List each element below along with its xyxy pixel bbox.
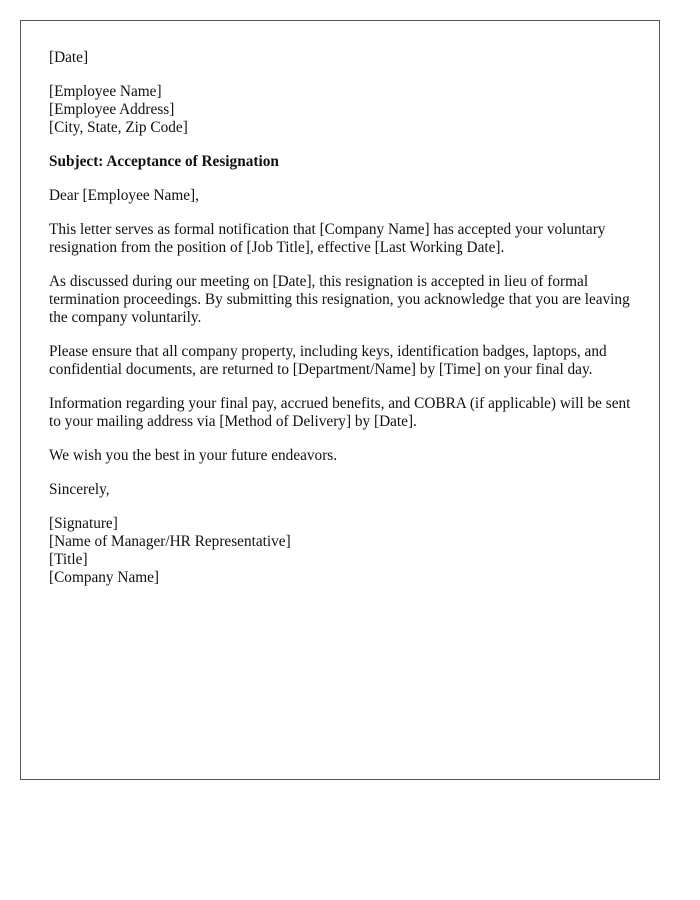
paragraph-well-wishes: We wish you the best in your future endeavors. — [49, 447, 338, 464]
recipient-city-state-zip: [City, State, Zip Code] — [49, 119, 188, 136]
paragraph-final-pay: Information regarding your final pay, accrued benefits, and COBRA (if applicable) will be sent to your mailing address via [Method of Delivery] by [Date]. — [49, 395, 631, 430]
signer-title: [Title] — [49, 551, 88, 568]
paragraph-meeting-reference: As discussed during our meeting on [Date], this resignation is accepted in lieu of formal termination proceedings. By submitting this resignation, you acknowledge that you are leaving the company voluntarily. — [49, 273, 630, 326]
letter-date: [Date] — [49, 49, 89, 66]
recipient-name: [Employee Name] — [49, 83, 162, 100]
letter-salutation: Dear [Employee Name], — [49, 187, 199, 204]
letter-content — [49, 49, 639, 603]
letter-subject: Subject: Acceptance of Resignation — [49, 153, 279, 170]
paragraph-company-property: Please ensure that all company property, including keys, identification badges, laptops, and confidential documents, are returned to [Department/Name] by [Time] on your final day. — [49, 343, 607, 378]
letter-closing: Sincerely, — [49, 481, 110, 498]
recipient-street-address: [Employee Address] — [49, 101, 175, 118]
signature-block — [49, 515, 639, 587]
paragraph-acceptance-notice: This letter serves as formal notification that [Company Name] has accepted your voluntary resignation from the position of [Job Title], effective [Last Working Date]. — [49, 221, 606, 256]
recipient-address — [49, 83, 639, 137]
letter-page — [20, 20, 660, 780]
signer-name: [Name of Manager/HR Representative] — [49, 533, 291, 550]
signature-line: [Signature] — [49, 515, 118, 532]
signer-company: [Company Name] — [49, 569, 160, 586]
